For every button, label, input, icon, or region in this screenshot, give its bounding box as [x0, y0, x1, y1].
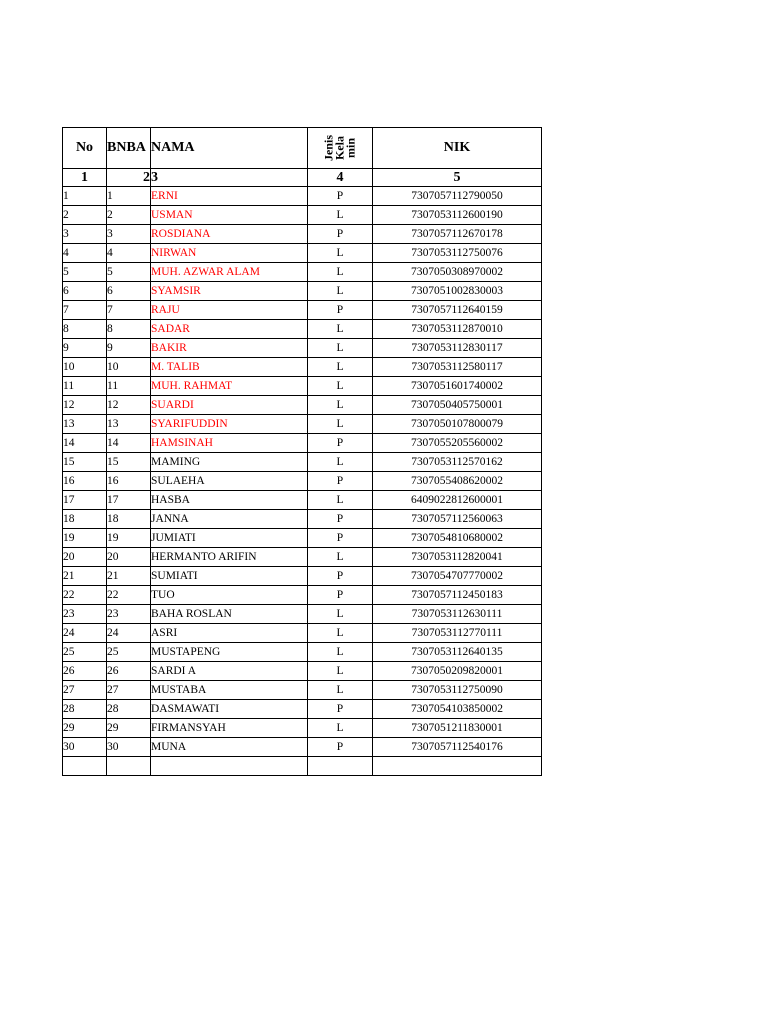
- cell-nik: 7307051601740002: [373, 377, 542, 396]
- cell-jenis-kelamin: L: [308, 358, 373, 377]
- cell-jenis-kelamin: L: [308, 244, 373, 263]
- cell-jenis-kelamin: L: [308, 206, 373, 225]
- cell-bnba: 12: [107, 396, 151, 415]
- cell-jenis-kelamin: P: [308, 700, 373, 719]
- cell-jenis-kelamin: L: [308, 662, 373, 681]
- cell-no: 14: [63, 434, 107, 453]
- cell-jenis-kelamin: P: [308, 567, 373, 586]
- table-row: [63, 719, 542, 738]
- cell-nama: MUSTAPENG: [151, 643, 308, 662]
- cell-bnba: 14: [107, 434, 151, 453]
- cell-no: 28: [63, 700, 107, 719]
- cell-nik: 7307054810680002: [373, 529, 542, 548]
- header-no: No: [63, 128, 107, 169]
- cell-nik: 7307050209820001: [373, 662, 542, 681]
- cell-bnba: 6: [107, 282, 151, 301]
- cell-no: 15: [63, 453, 107, 472]
- cell-nik: 7307053112640135: [373, 643, 542, 662]
- cell-jenis-kelamin: P: [308, 434, 373, 453]
- header-nama: NAMA: [151, 128, 308, 169]
- table-row: [63, 624, 542, 643]
- cell-no: 4: [63, 244, 107, 263]
- empty-row: [63, 757, 542, 776]
- cell-no: 1: [63, 187, 107, 206]
- cell-jenis-kelamin: L: [308, 624, 373, 643]
- cell-jenis-kelamin: P: [308, 738, 373, 757]
- cell-bnba: 25: [107, 643, 151, 662]
- table-row: [63, 263, 542, 282]
- cell-nama: SARDI A: [151, 662, 308, 681]
- table-row: [63, 396, 542, 415]
- cell-bnba: 7: [107, 301, 151, 320]
- cell-nik: 7307051002830003: [373, 282, 542, 301]
- header-jenis-kelamin: [308, 128, 373, 169]
- cell-nama: USMAN: [151, 206, 308, 225]
- cell-no: 22: [63, 586, 107, 605]
- cell-jenis-kelamin: L: [308, 605, 373, 624]
- cell-no: 9: [63, 339, 107, 358]
- table-row: [63, 738, 542, 757]
- cell-jenis-kelamin: L: [308, 282, 373, 301]
- header-bnba: BNBA: [107, 128, 151, 169]
- cell-no: 30: [63, 738, 107, 757]
- table-row: [63, 529, 542, 548]
- cell-no: 6: [63, 282, 107, 301]
- empty-cell: [308, 757, 373, 776]
- cell-no: 20: [63, 548, 107, 567]
- cell-nik: 7307057112450183: [373, 586, 542, 605]
- cell-jenis-kelamin: P: [308, 225, 373, 244]
- cell-nama: SUARDI: [151, 396, 308, 415]
- cell-bnba: 18: [107, 510, 151, 529]
- cell-bnba: 15: [107, 453, 151, 472]
- cell-nik: 7307053112870010: [373, 320, 542, 339]
- cell-nama: MUH. RAHMAT: [151, 377, 308, 396]
- table-row: [63, 586, 542, 605]
- cell-nama: ASRI: [151, 624, 308, 643]
- cell-nik: 7307057112640159: [373, 301, 542, 320]
- cell-nik: 7307050405750001: [373, 396, 542, 415]
- cell-no: 13: [63, 415, 107, 434]
- cell-bnba: 23: [107, 605, 151, 624]
- cell-jenis-kelamin: L: [308, 719, 373, 738]
- table-row: [63, 301, 542, 320]
- empty-cell: [107, 757, 151, 776]
- table-row: [63, 377, 542, 396]
- table-row: [63, 681, 542, 700]
- cell-nama: NIRWAN: [151, 244, 308, 263]
- cell-nik: 7307057112540176: [373, 738, 542, 757]
- table-row: [63, 567, 542, 586]
- cell-bnba: 3: [107, 225, 151, 244]
- cell-no: 25: [63, 643, 107, 662]
- cell-nama: TUO: [151, 586, 308, 605]
- cell-nik: 7307053112630111: [373, 605, 542, 624]
- cell-bnba: 28: [107, 700, 151, 719]
- cell-bnba: 22: [107, 586, 151, 605]
- column-number-row: [63, 169, 542, 187]
- cell-jenis-kelamin: L: [308, 339, 373, 358]
- cell-no: 17: [63, 491, 107, 510]
- column-number-1: 1: [63, 169, 107, 187]
- cell-jenis-kelamin: P: [308, 529, 373, 548]
- cell-nama: HERMANTO ARIFIN: [151, 548, 308, 567]
- cell-no: 2: [63, 206, 107, 225]
- cell-jenis-kelamin: P: [308, 586, 373, 605]
- table-row: [63, 605, 542, 624]
- cell-bnba: 30: [107, 738, 151, 757]
- cell-nama: ERNI: [151, 187, 308, 206]
- cell-no: 16: [63, 472, 107, 491]
- cell-jenis-kelamin: L: [308, 643, 373, 662]
- table-row: [63, 472, 542, 491]
- cell-no: 11: [63, 377, 107, 396]
- table-row: [63, 339, 542, 358]
- cell-bnba: 26: [107, 662, 151, 681]
- table-row: [63, 358, 542, 377]
- cell-bnba: 24: [107, 624, 151, 643]
- header-jenis-kelamin-label: Jenis Kela min: [321, 135, 358, 162]
- table-row: [63, 187, 542, 206]
- column-number-2: 2: [107, 169, 151, 187]
- table-row: [63, 282, 542, 301]
- cell-nik: 7307054103850002: [373, 700, 542, 719]
- cell-nik: 7307053112770111: [373, 624, 542, 643]
- cell-nik: 7307055408620002: [373, 472, 542, 491]
- table-row: [63, 548, 542, 567]
- cell-no: 26: [63, 662, 107, 681]
- cell-nama: FIRMANSYAH: [151, 719, 308, 738]
- cell-nik: 7307050308970002: [373, 263, 542, 282]
- cell-jenis-kelamin: P: [308, 472, 373, 491]
- cell-bnba: 27: [107, 681, 151, 700]
- cell-nama: SULAEHA: [151, 472, 308, 491]
- cell-no: 5: [63, 263, 107, 282]
- cell-bnba: 11: [107, 377, 151, 396]
- cell-jenis-kelamin: P: [308, 510, 373, 529]
- cell-no: 3: [63, 225, 107, 244]
- cell-nik: 7307057112670178: [373, 225, 542, 244]
- cell-nik: 7307053112820041: [373, 548, 542, 567]
- cell-no: 29: [63, 719, 107, 738]
- table-row: [63, 662, 542, 681]
- cell-nama: MUNA: [151, 738, 308, 757]
- cell-nik: 7307053112570162: [373, 453, 542, 472]
- cell-nik: 7307050107800079: [373, 415, 542, 434]
- cell-jenis-kelamin: L: [308, 320, 373, 339]
- header-nik: NIK: [373, 128, 542, 169]
- cell-jenis-kelamin: P: [308, 301, 373, 320]
- header-row: [63, 128, 542, 169]
- cell-jenis-kelamin: L: [308, 377, 373, 396]
- cell-nama: RAJU: [151, 301, 308, 320]
- cell-nama: DASMAWATI: [151, 700, 308, 719]
- cell-bnba: 8: [107, 320, 151, 339]
- cell-no: 12: [63, 396, 107, 415]
- cell-nama: JANNA: [151, 510, 308, 529]
- cell-no: 24: [63, 624, 107, 643]
- column-number-3: 3: [151, 169, 308, 187]
- cell-nik: 7307055205560002: [373, 434, 542, 453]
- cell-jenis-kelamin: L: [308, 415, 373, 434]
- data-table: [62, 127, 542, 776]
- cell-nik: 7307053112580117: [373, 358, 542, 377]
- cell-nik: 7307057112560063: [373, 510, 542, 529]
- empty-cell: [63, 757, 107, 776]
- cell-nama: MUH. AZWAR ALAM: [151, 263, 308, 282]
- cell-nik: 7307051211830001: [373, 719, 542, 738]
- table-row: [63, 453, 542, 472]
- table-row: [63, 244, 542, 263]
- table-row: [63, 510, 542, 529]
- cell-nik: 6409022812600001: [373, 491, 542, 510]
- table-row: [63, 491, 542, 510]
- table-row: [63, 206, 542, 225]
- cell-nama: SYARIFUDDIN: [151, 415, 308, 434]
- empty-cell: [373, 757, 542, 776]
- cell-no: 19: [63, 529, 107, 548]
- cell-nama: BAHA ROSLAN: [151, 605, 308, 624]
- cell-bnba: 29: [107, 719, 151, 738]
- cell-nik: 7307057112790050: [373, 187, 542, 206]
- cell-no: 27: [63, 681, 107, 700]
- table-row: [63, 320, 542, 339]
- cell-no: 7: [63, 301, 107, 320]
- cell-nama: SYAMSIR: [151, 282, 308, 301]
- cell-nama: ROSDIANA: [151, 225, 308, 244]
- cell-nik: 7307053112830117: [373, 339, 542, 358]
- column-number-5: 5: [373, 169, 542, 187]
- cell-no: 8: [63, 320, 107, 339]
- cell-nama: SUMIATI: [151, 567, 308, 586]
- cell-jenis-kelamin: L: [308, 396, 373, 415]
- cell-bnba: 20: [107, 548, 151, 567]
- cell-nik: 7307053112750090: [373, 681, 542, 700]
- table-row: [63, 700, 542, 719]
- cell-nama: SADAR: [151, 320, 308, 339]
- table-row: [63, 643, 542, 662]
- cell-no: 21: [63, 567, 107, 586]
- cell-bnba: 4: [107, 244, 151, 263]
- cell-nik: 7307053112750076: [373, 244, 542, 263]
- cell-bnba: 19: [107, 529, 151, 548]
- table-row: [63, 225, 542, 244]
- empty-cell: [151, 757, 308, 776]
- cell-nama: HASBA: [151, 491, 308, 510]
- cell-nik: 7307053112600190: [373, 206, 542, 225]
- cell-no: 23: [63, 605, 107, 624]
- cell-jenis-kelamin: L: [308, 681, 373, 700]
- cell-nama: MAMING: [151, 453, 308, 472]
- cell-bnba: 1: [107, 187, 151, 206]
- cell-bnba: 21: [107, 567, 151, 586]
- cell-bnba: 9: [107, 339, 151, 358]
- cell-bnba: 10: [107, 358, 151, 377]
- cell-jenis-kelamin: L: [308, 491, 373, 510]
- cell-bnba: 13: [107, 415, 151, 434]
- cell-bnba: 2: [107, 206, 151, 225]
- cell-nama: MUSTABA: [151, 681, 308, 700]
- cell-no: 18: [63, 510, 107, 529]
- cell-nama: BAKIR: [151, 339, 308, 358]
- cell-nama: M. TALIB: [151, 358, 308, 377]
- cell-bnba: 17: [107, 491, 151, 510]
- cell-jenis-kelamin: P: [308, 187, 373, 206]
- cell-nama: HAMSINAH: [151, 434, 308, 453]
- cell-jenis-kelamin: L: [308, 548, 373, 567]
- cell-nik: 7307054707770002: [373, 567, 542, 586]
- cell-bnba: 16: [107, 472, 151, 491]
- column-number-4: 4: [308, 169, 373, 187]
- cell-no: 10: [63, 358, 107, 377]
- cell-bnba: 5: [107, 263, 151, 282]
- table-row: [63, 434, 542, 453]
- cell-nama: JUMIATI: [151, 529, 308, 548]
- cell-jenis-kelamin: L: [308, 453, 373, 472]
- cell-jenis-kelamin: L: [308, 263, 373, 282]
- table-row: [63, 415, 542, 434]
